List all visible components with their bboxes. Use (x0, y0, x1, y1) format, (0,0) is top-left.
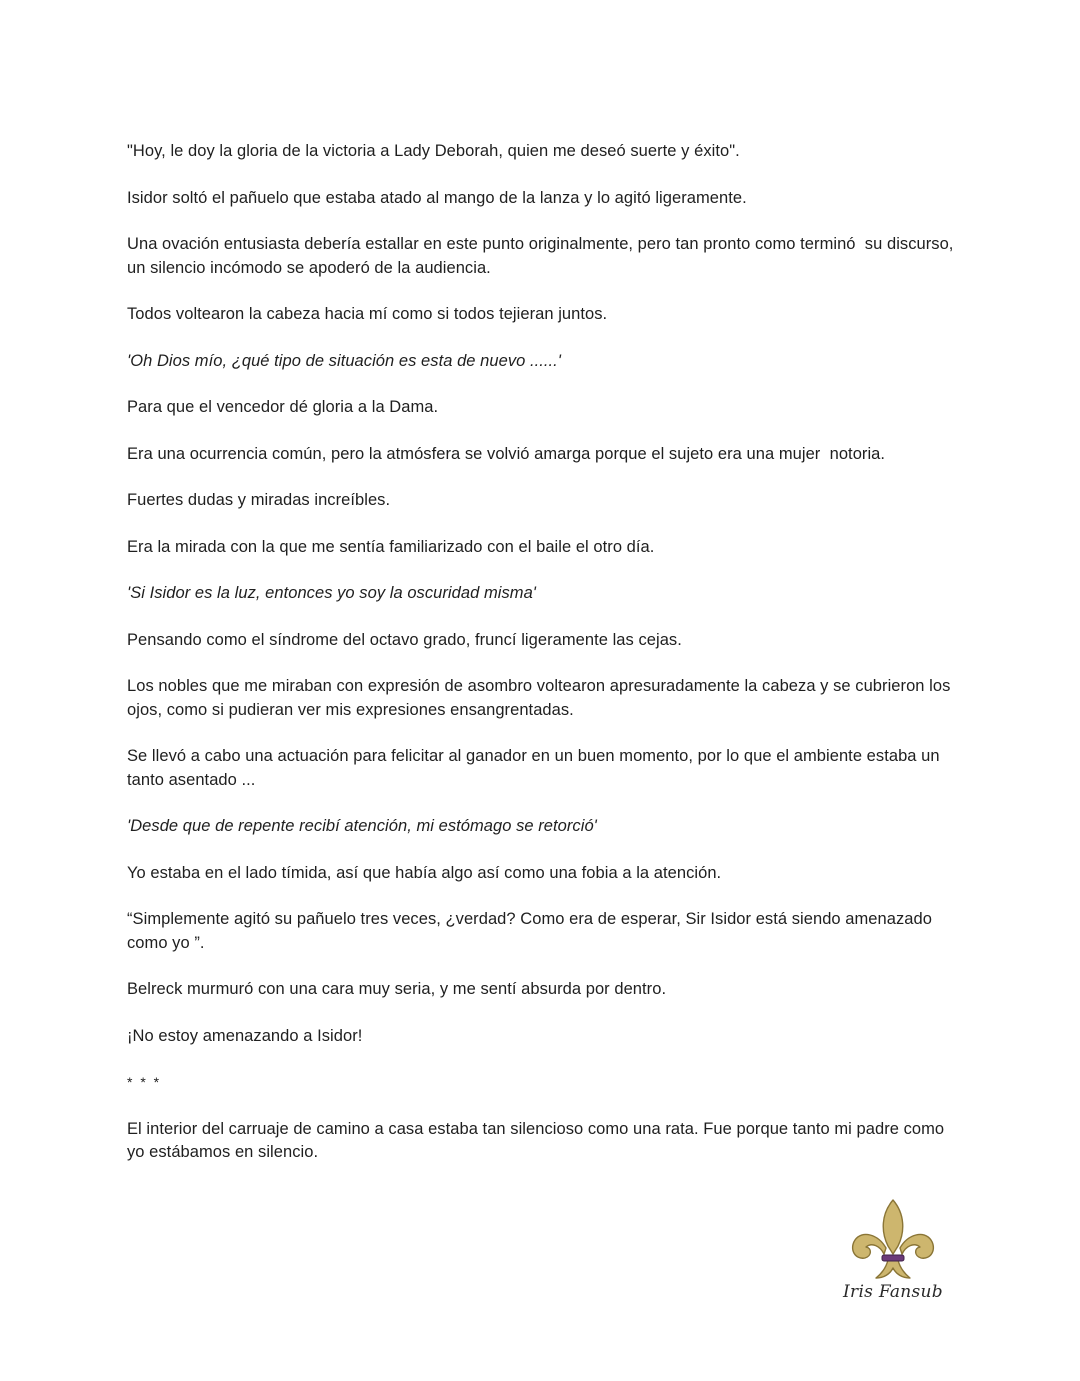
paragraph: Belreck murmuró con una cara muy seria, y me sentí absurda por dentro. (127, 980, 667, 998)
paragraph: Se llevó a cabo una actuación para felicitar al ganador en un buen momento, por lo que el ambiente estaba un tanto asentado ... (127, 747, 945, 789)
paragraph: Los nobles que me miraban con expresión de asombro voltearon apresuradamente la cabeza y se cubrieron los ojos, como si pudieran ver mis expresiones ensangrentadas. (127, 677, 956, 719)
paragraph: Era la mirada con la que me sentía familiarizado con el baile el otro día. (127, 537, 655, 556)
paragraph: Fuertes dudas y miradas increíbles. (127, 491, 391, 509)
paragraph: Para que el vencedor dé gloria a la Dama. (127, 398, 439, 416)
paragraph: Yo estaba en el lado tímida, así que había algo así como una fobia a la atención. (127, 863, 722, 882)
paragraph: 'Oh Dios mío, ¿qué tipo de situación es esta de nuevo ......' (127, 351, 561, 370)
paragraph: Pensando como el síndrome del octavo grado, fruncí ligeramente las cejas. (127, 630, 682, 649)
paragraph: Isidor soltó el pañuelo que estaba atado al mango de la lanza y lo agitó ligeramente. (127, 188, 747, 207)
paragraph: 'Si Isidor es la luz, entonces yo soy la oscuridad misma' (127, 584, 536, 602)
paragraph: ¡No estoy amenazando a Isidor! (127, 1026, 363, 1045)
paragraph: Todos voltearon la cabeza hacia mí como si todos tejieran juntos. (127, 305, 608, 323)
paragraph: Una ovación entusiasta debería estallar en este punto originalmente, pero tan pronto como terminó su discurso, un silencio incómodo se apoderó de la audiencia. (127, 235, 959, 277)
paragraph: Era una ocurrencia común, pero la atmósfera se volvió amarga porque el sujeto era una mujer notoria. (127, 444, 886, 463)
iris-fansub-logo (838, 1196, 948, 1311)
paragraph: “Simplemente agitó su pañuelo tres veces, ¿verdad? Como era de esperar, Sir Isidor está siendo amenazado como yo ”. (127, 910, 937, 952)
paragraph: El interior del carruaje de camino a casa estaba tan silencioso como una rata. Fue porque tanto mi padre como yo estábamos en silencio. (127, 1119, 949, 1161)
fleur-de-lis-icon (848, 1196, 938, 1284)
paragraph: "Hoy, le doy la gloria de la victoria a Lady Deborah, quien me deseó suerte y éxito". (127, 142, 740, 160)
logo-text: Iris Fansub (843, 1282, 943, 1302)
paragraph: 'Desde que de repente recibí atención, mi estómago se retorció' (127, 817, 597, 835)
section-separator: * * * (127, 1074, 162, 1090)
document-body (127, 140, 957, 1188)
